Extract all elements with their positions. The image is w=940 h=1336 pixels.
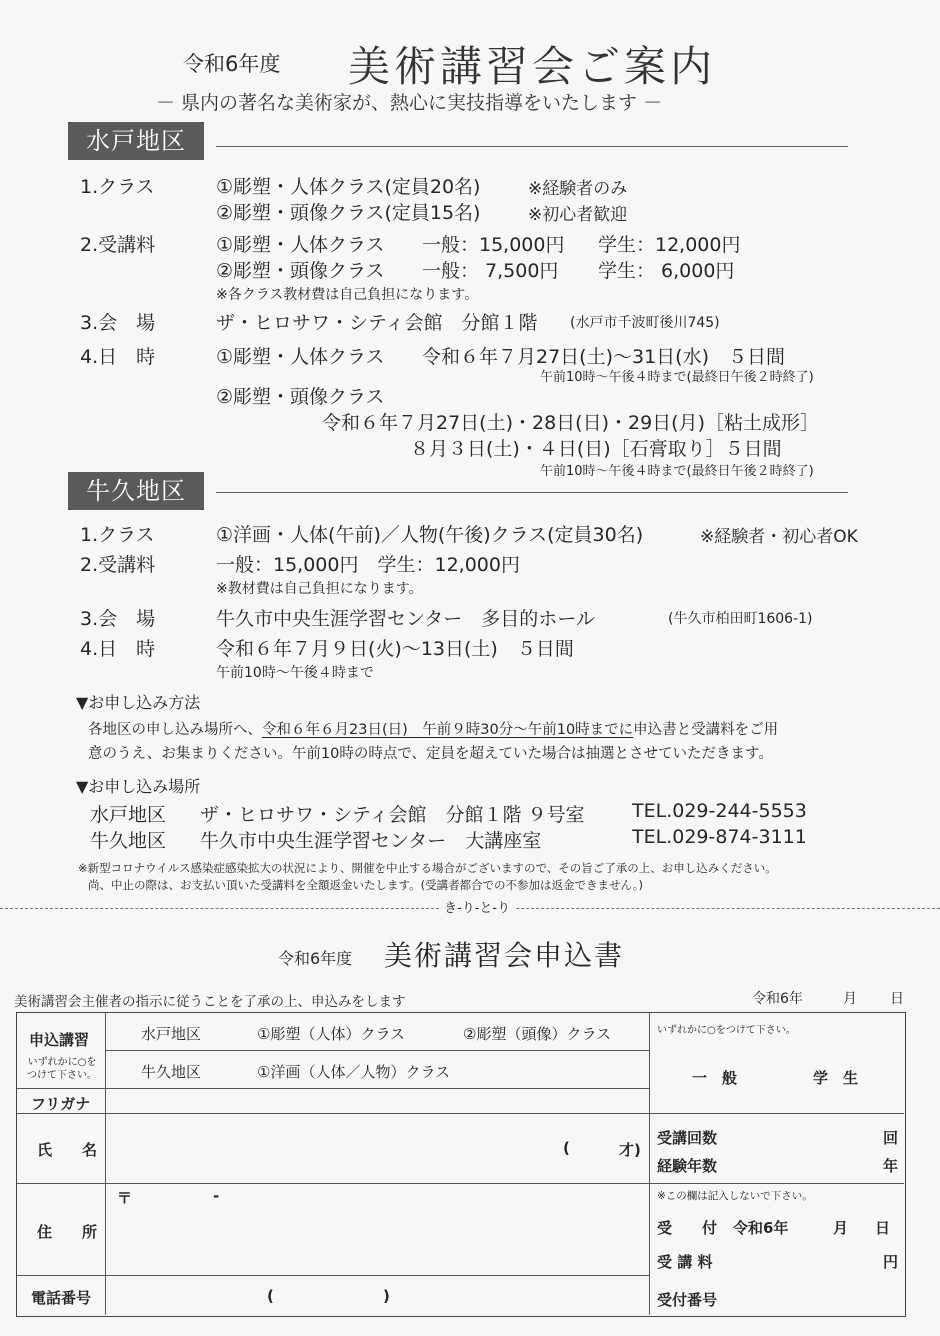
office-fee-unit: 円 bbox=[883, 1253, 899, 1271]
ushiku-dates: 令和６年７月９日(火)～13日(土) ５日間 bbox=[216, 638, 574, 660]
ushiku-class-label: 1.クラス bbox=[80, 524, 155, 546]
experience-label: 経験年数 bbox=[657, 1157, 718, 1175]
ushiku-time: 午前10時～午後４時まで bbox=[216, 665, 374, 681]
place-mito-tel: TEL.029-244-5553 bbox=[632, 800, 807, 822]
furigana-label: フリガナ bbox=[31, 1095, 91, 1113]
page-subtitle: － 県内の著名な美術家が、熱心に実技指導をいたします － bbox=[156, 92, 663, 114]
mito-section-rule bbox=[216, 146, 848, 147]
cut-line-label: き-り-と-り bbox=[440, 897, 514, 916]
phone-open: ( bbox=[267, 1287, 274, 1305]
form-title: 美術講習会申込書 bbox=[384, 939, 625, 972]
address-input[interactable] bbox=[109, 1209, 649, 1275]
course-hint-1: いずれかに○を bbox=[27, 1057, 97, 1068]
mito-venue-address: (水戸市千波町後川745) bbox=[570, 315, 720, 331]
mito-schedule-1-time: 午前10時～午後４時まで(最終日午後２時終了) bbox=[540, 370, 814, 385]
reception-month: 月 bbox=[833, 1219, 849, 1237]
form-date-day: 日 bbox=[890, 991, 904, 1007]
grid-line bbox=[17, 1183, 904, 1184]
reception-year: 令和6年 bbox=[733, 1219, 789, 1237]
mito-schedule-1-class: ①彫塑・人体クラス bbox=[216, 346, 385, 368]
ushiku-class: ①洋画・人体(午前)／人物(午後)クラス(定員30名) bbox=[216, 524, 644, 546]
option-mito-sculpture-figure[interactable]: ①彫塑（人体）クラス bbox=[257, 1025, 405, 1043]
ushiku-venue: 牛久市中央生涯学習センター 多目的ホール bbox=[216, 608, 595, 630]
postal-code-input[interactable] bbox=[135, 1187, 339, 1207]
mito-class-2-note: ※初心者歓迎 bbox=[528, 205, 628, 225]
age-open: ( bbox=[563, 1139, 570, 1157]
experience-unit: 年 bbox=[883, 1157, 899, 1175]
grid-line bbox=[17, 1113, 904, 1114]
reception-number-label: 受付番号 bbox=[657, 1291, 718, 1309]
application-method-post: 申込書と受講料をご用 bbox=[633, 722, 779, 738]
grid-line bbox=[649, 1013, 650, 1315]
postal-mark: 〒 bbox=[117, 1189, 133, 1207]
mito-class-label: 1.クラス bbox=[80, 176, 155, 198]
application-deadline: 令和６年６月23日(日) 午前９時30分～午前10時までに bbox=[262, 722, 634, 738]
ushiku-date-label: 4.日 時 bbox=[80, 638, 156, 660]
course-hint-2: つけて下さい。 bbox=[27, 1070, 97, 1081]
option-category-student[interactable]: 学 生 bbox=[813, 1069, 859, 1087]
form-date-month: 月 bbox=[843, 991, 857, 1007]
ushiku-venue-address: (牛久市柏田町1606-1) bbox=[668, 611, 813, 627]
grid-line bbox=[105, 1013, 106, 1315]
application-place-heading: ▼お申し込み場所 bbox=[76, 777, 201, 796]
option-category-general[interactable]: 一 般 bbox=[692, 1069, 738, 1087]
name-input[interactable] bbox=[109, 1117, 553, 1181]
mito-venue: ザ・ヒロサワ・シティ会館 分館１階 bbox=[216, 312, 538, 334]
mito-section-heading: 水戸地区 bbox=[68, 122, 204, 160]
experience-input[interactable] bbox=[737, 1153, 881, 1175]
course-label: 申込講習 bbox=[29, 1031, 90, 1049]
attendance-input[interactable] bbox=[737, 1125, 881, 1147]
page-title: 美術講習会ご案内 bbox=[348, 42, 717, 91]
form-year-label: 令和6年度 bbox=[278, 949, 353, 968]
mito-fee-1-student: 学生：12,000円 bbox=[598, 234, 741, 256]
application-method-line2: 意のうえ、お集まりください。午前10時の時点で、定員を超えていた場合は抽選とさせていただきます。 bbox=[88, 746, 773, 762]
furigana-input[interactable] bbox=[109, 1091, 649, 1113]
mito-schedule-2-time: 午前10時～午後４時まで(最終日午後２時終了) bbox=[540, 464, 814, 479]
mito-class-2: ②彫塑・頭像クラス(定員15名) bbox=[216, 202, 481, 224]
reception-label: 受 付 bbox=[657, 1219, 718, 1237]
reception-day: 日 bbox=[875, 1219, 891, 1237]
mito-fee-note: ※各クラス教材費は自己負担になります。 bbox=[216, 287, 479, 303]
mito-fee-label: 2.受講料 bbox=[80, 234, 156, 256]
application-method-pre: 各地区の申し込み場所へ、 bbox=[88, 722, 262, 738]
ushiku-fee: 一般：15,000円 学生：12,000円 bbox=[216, 554, 520, 576]
mito-fee-2-general: 一般： 7,500円 bbox=[422, 260, 559, 282]
mito-class-1: ①彫塑・人体クラス(定員20名) bbox=[216, 176, 481, 198]
ushiku-class-note: ※経験者・初心者OK bbox=[700, 527, 858, 547]
place-mito-district: 水戸地区 bbox=[90, 804, 167, 826]
ushiku-fee-note: ※教材費は自己負担になります。 bbox=[216, 581, 423, 597]
ushiku-section-heading: 牛久地区 bbox=[68, 472, 204, 510]
mito-schedule-2-line1: 令和６年７月27日(土)・28日(日)・29日(月)［粘土成形］ bbox=[322, 412, 820, 434]
mito-class-1-note: ※経験者のみ bbox=[528, 179, 628, 199]
phone-label: 電話番号 bbox=[31, 1289, 92, 1307]
attendance-unit: 回 bbox=[883, 1129, 899, 1147]
mito-fee-2-student: 学生： 6,000円 bbox=[598, 260, 735, 282]
grid-line bbox=[17, 1088, 649, 1089]
application-form-table bbox=[16, 1012, 906, 1317]
place-ushiku-venue: 牛久市中央生涯学習センター 大講座室 bbox=[200, 830, 542, 852]
year-label: 令和6年度 bbox=[183, 52, 281, 76]
phone-input[interactable] bbox=[109, 1281, 649, 1313]
ushiku-venue-label: 3.会 場 bbox=[80, 608, 156, 630]
age-close: 才) bbox=[619, 1141, 641, 1159]
mito-schedule-2-line2: ８月３日(土)・４日(日)［石膏取り］５日間 bbox=[410, 438, 782, 460]
postal-dash: - bbox=[213, 1187, 220, 1205]
option-ushiku-oil-painting[interactable]: ①洋画（人体／人物）クラス bbox=[257, 1063, 450, 1081]
category-hint: いずれかに○をつけて下さい。 bbox=[657, 1025, 796, 1036]
attendance-label: 受講回数 bbox=[657, 1129, 718, 1147]
place-mito-venue: ザ・ヒロサワ・シティ会館 分館１階 ９号室 bbox=[200, 804, 585, 826]
office-use-note: ※この欄は記入しないで下さい。 bbox=[657, 1190, 813, 1202]
application-method-heading: ▼お申し込み方法 bbox=[76, 693, 201, 712]
mito-fee-1-general: 一般：15,000円 bbox=[422, 234, 565, 256]
place-ushiku-tel: TEL.029-874-3111 bbox=[632, 826, 807, 848]
covid-note-2: 尚、中止の際は、お支払い頂いた受講料を全額返金いたします。(受講者都合での不参加は返金できません。) bbox=[88, 878, 643, 892]
address-label: 住 所 bbox=[37, 1223, 98, 1241]
mito-date-label: 4.日 時 bbox=[80, 346, 156, 368]
form-date-year: 令和6年 bbox=[752, 991, 803, 1007]
mito-fee-2-class: ②彫塑・頭像クラス bbox=[216, 260, 385, 282]
covid-note-1: ※新型コロナウイルス感染症感染拡大の状況により、開催を中止する場合がございますので、その旨ご了承の上、お申し込みください。 bbox=[78, 861, 777, 875]
ushiku-fee-label: 2.受講料 bbox=[80, 554, 156, 576]
grid-line bbox=[105, 1050, 649, 1051]
place-ushiku-district: 牛久地区 bbox=[90, 830, 167, 852]
form-consent: 美術講習会主催者の指示に従うことを了承の上、申込みをします bbox=[14, 994, 406, 1010]
mito-venue-label: 3.会 場 bbox=[80, 312, 156, 334]
mito-fee-1-class: ①彫塑・人体クラス bbox=[216, 234, 385, 256]
age-input[interactable] bbox=[573, 1135, 617, 1159]
application-method-line1 bbox=[88, 718, 778, 739]
option-mito-sculpture-head[interactable]: ②彫塑（頭像）クラス bbox=[463, 1025, 611, 1043]
form-mito-label: 水戸地区 bbox=[141, 1025, 202, 1043]
ushiku-section-rule bbox=[216, 492, 848, 493]
name-label: 氏 名 bbox=[37, 1141, 98, 1159]
form-ushiku-label: 牛久地区 bbox=[141, 1063, 202, 1081]
mito-schedule-2-class: ②彫塑・頭像クラス bbox=[216, 386, 385, 408]
mito-schedule-1-dates: 令和６年７月27日(土)～31日(水) ５日間 bbox=[422, 346, 786, 368]
grid-line bbox=[17, 1275, 649, 1276]
office-fee-label: 受 講 料 bbox=[657, 1253, 713, 1271]
phone-close: ) bbox=[383, 1287, 390, 1305]
